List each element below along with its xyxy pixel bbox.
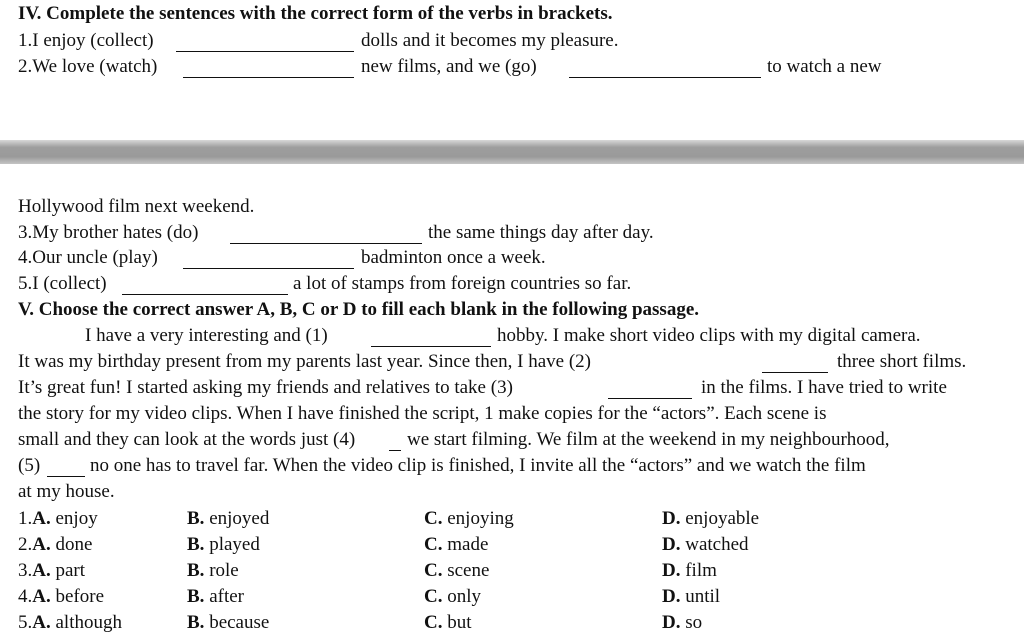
option-letter: B. <box>187 560 205 581</box>
option-letter: D. <box>662 534 681 555</box>
option-letter: D. <box>662 560 681 581</box>
option-text: film <box>680 560 717 581</box>
option-letter: C. <box>424 534 443 555</box>
option-text: but <box>442 612 472 633</box>
option-1-a[interactable] <box>18 507 98 531</box>
question-4-prefix: 4.Our uncle (play) <box>18 247 158 268</box>
answer-blank-5[interactable] <box>122 276 288 295</box>
option-letter: C. <box>424 560 443 581</box>
option-4-c[interactable] <box>424 585 481 609</box>
option-text: before <box>50 586 105 607</box>
option-text: made <box>442 534 489 555</box>
option-text: until <box>680 586 721 607</box>
option-text: scene <box>442 560 490 581</box>
option-4-d[interactable] <box>662 585 720 609</box>
passage-line-6a: (5) <box>18 455 41 476</box>
option-2-b[interactable] <box>187 533 260 557</box>
option-text: after <box>204 586 244 607</box>
question-4-suffix: badminton once a week. <box>361 247 546 268</box>
passage-blank-2[interactable] <box>762 354 828 373</box>
option-text: only <box>442 586 482 607</box>
question-5-suffix: a lot of stamps from foreign countries so far. <box>293 273 632 294</box>
option-number: 1. <box>18 508 33 529</box>
option-5-c[interactable] <box>424 611 472 635</box>
option-text: role <box>204 560 239 581</box>
option-1-b[interactable] <box>187 507 269 531</box>
option-number: 3. <box>18 560 33 581</box>
option-text: although <box>50 612 122 633</box>
option-5-b[interactable] <box>187 611 269 635</box>
option-letter: B. <box>187 534 205 555</box>
option-3-a[interactable] <box>18 559 85 583</box>
option-5-d[interactable] <box>662 611 702 635</box>
passage-line-6b: no one has to travel far. When the video clip is finished, I invite all the “actors” and we watch the film <box>90 455 866 476</box>
passage-line-3b: in the films. I have tried to write <box>701 377 947 398</box>
passage-line-3a: It’s great fun! I started asking my friends and relatives to take (3) <box>18 377 513 398</box>
question-1-prefix: 1.I enjoy (collect) <box>18 30 154 51</box>
option-text: because <box>204 612 270 633</box>
option-letter: D. <box>662 586 681 607</box>
answer-blank-1[interactable] <box>176 33 354 52</box>
answer-blank-3[interactable] <box>230 225 422 244</box>
passage-line-5b: we start filming. We film at the weekend in my neighbourhood, <box>407 429 890 450</box>
option-5-a[interactable] <box>18 611 122 635</box>
option-text: enjoyed <box>204 508 270 529</box>
option-letter: D. <box>662 508 681 529</box>
option-text: enjoyable <box>680 508 760 529</box>
option-letter: A. <box>32 612 51 633</box>
question-3-suffix: the same things day after day. <box>428 222 654 243</box>
passage-blank-5[interactable] <box>47 458 85 477</box>
option-letter: A. <box>32 508 51 529</box>
option-letter: A. <box>32 560 51 581</box>
answer-blank-2a[interactable] <box>183 59 354 78</box>
option-letter: C. <box>424 586 443 607</box>
passage-blank-1[interactable] <box>371 328 491 347</box>
question-2-prefix: 2.We love (watch) <box>18 56 158 77</box>
passage-line-1a: I have a very interesting and (1) <box>85 325 328 346</box>
passage-line-2b: three short films. <box>837 351 967 372</box>
option-text: enjoy <box>50 508 98 529</box>
option-letter: B. <box>187 508 205 529</box>
option-letter: A. <box>32 534 51 555</box>
question-2-continuation: Hollywood film next weekend. <box>18 196 255 217</box>
answer-blank-4[interactable] <box>183 250 354 269</box>
option-letter: C. <box>424 612 443 633</box>
passage-line-2a: It was my birthday present from my parents last year. Since then, I have (2) <box>18 351 591 372</box>
option-letter: D. <box>662 612 681 633</box>
answer-blank-2b[interactable] <box>569 59 761 78</box>
option-text: done <box>50 534 93 555</box>
question-5-prefix: 5.I (collect) <box>18 273 107 294</box>
passage-line-5a: small and they can look at the words just (4) <box>18 429 356 450</box>
passage-blank-3[interactable] <box>608 380 692 399</box>
passage-line-7: at my house. <box>18 481 115 502</box>
option-number: 5. <box>18 612 33 633</box>
option-text: so <box>680 612 703 633</box>
option-letter: C. <box>424 508 443 529</box>
option-3-b[interactable] <box>187 559 239 583</box>
option-2-c[interactable] <box>424 533 488 557</box>
section-5-heading: V. Choose the correct answer A, B, C or D to fill each blank in the following passage. <box>18 299 700 320</box>
question-2-middle: new films, and we (go) <box>361 56 537 77</box>
option-text: watched <box>680 534 749 555</box>
question-2-suffix: to watch a new <box>767 56 882 77</box>
option-4-a[interactable] <box>18 585 104 609</box>
passage-blank-4[interactable] <box>389 432 401 451</box>
option-3-d[interactable] <box>662 559 717 583</box>
option-1-c[interactable] <box>424 507 514 531</box>
option-text: enjoying <box>442 508 514 529</box>
option-letter: A. <box>32 586 51 607</box>
option-2-d[interactable] <box>662 533 749 557</box>
option-4-b[interactable] <box>187 585 244 609</box>
passage-line-4: the story for my video clips. When I have finished the script, 1 make copies for the “actors”. Each scene is <box>18 403 827 424</box>
option-text: part <box>50 560 86 581</box>
option-3-c[interactable] <box>424 559 489 583</box>
option-letter: B. <box>187 612 205 633</box>
option-number: 2. <box>18 534 33 555</box>
option-1-d[interactable] <box>662 507 759 531</box>
passage-line-1b: hobby. I make short video clips with my digital camera. <box>497 325 921 346</box>
page-break-divider <box>0 140 1024 164</box>
option-text: played <box>204 534 260 555</box>
section-4-heading: IV. Complete the sentences with the correct form of the verbs in brackets. <box>18 3 613 24</box>
option-letter: B. <box>187 586 205 607</box>
question-3-prefix: 3.My brother hates (do) <box>18 222 199 243</box>
option-number: 4. <box>18 586 33 607</box>
question-1-suffix: dolls and it becomes my pleasure. <box>361 30 619 51</box>
option-2-a[interactable] <box>18 533 92 557</box>
